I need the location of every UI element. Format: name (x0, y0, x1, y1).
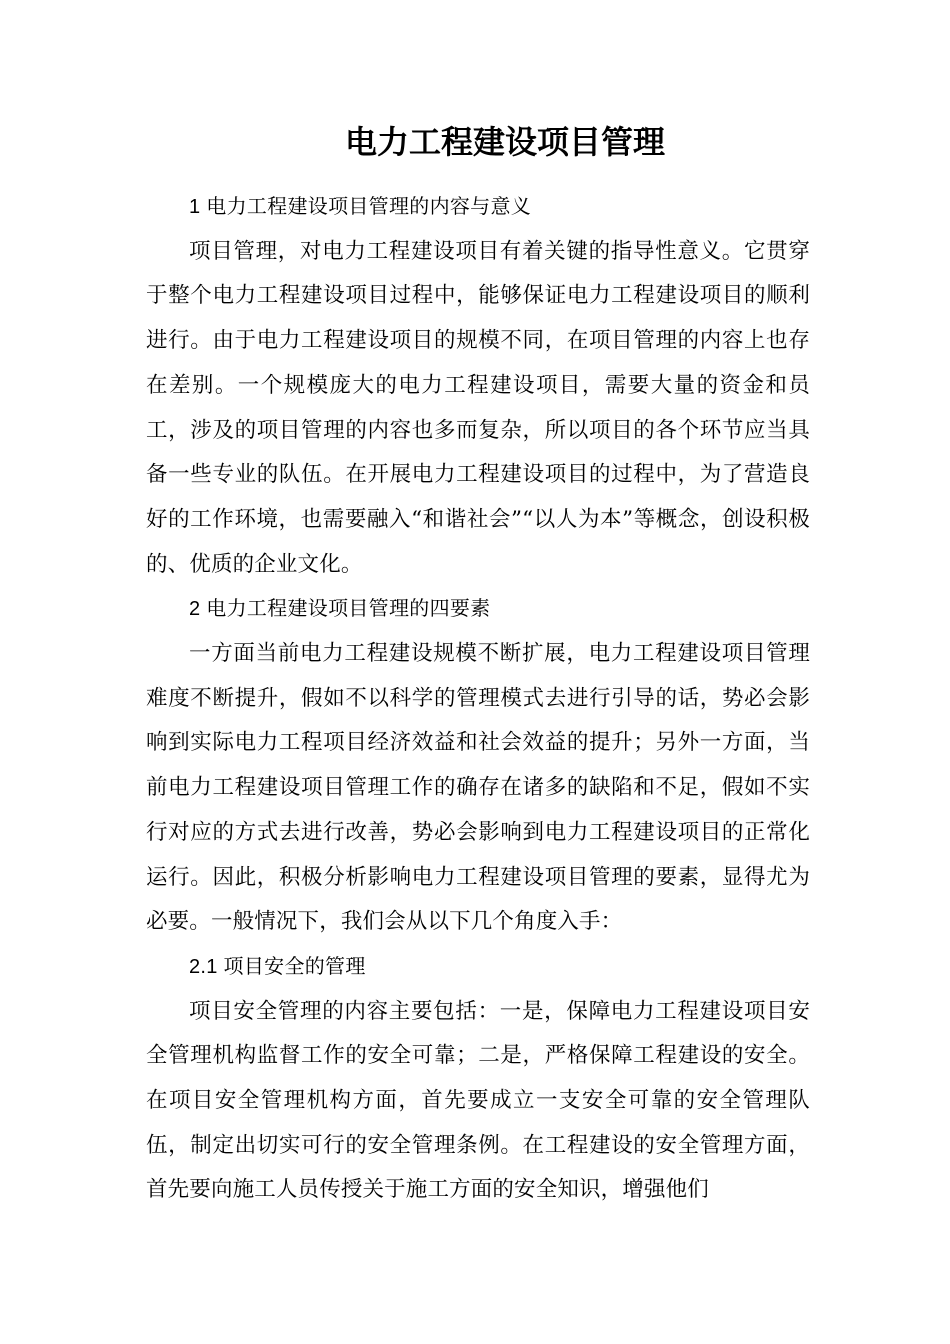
document-title: 电力工程建设项目管理 (344, 123, 665, 161)
section-heading-2-1: 2.1 项目安全的管理 (189, 955, 366, 978)
section-paragraph-2-1: 项目安全管理的内容主要包括：一是，保障电力工程建设项目安全管理机构监督工作的安全可靠；二是，严格保障工程建设的安全。在项目安全管理机构方面，首先要成立一支安全可靠的安全管理队伍，制定出切实可行的安全管理条例。在工程建设的安全管理方面，首先要向施工人员传授关于施工方面的安全知识，增强他们 (146, 998, 810, 1203)
section-heading-2: 2 电力工程建设项目管理的四要素 (189, 598, 491, 621)
section-paragraph-2: 一方面当前电力工程建设规模不断扩展，电力工程建设项目管理难度不断提升，假如不以科学的管理模式去进行引导的话，势必会影响到实际电力工程项目经济效益和社会效益的提升；另外一方面，当前电力工程建设项目管理工作的确存在诸多的缺陷和不足，假如不实行对应的方式去进行改善，势必会影响到电力工程建设项目的正常化运行。因此，积极分析影响电力工程建设项目管理的要素，显得尤为必要。一般情况下，我们会从以下几个角度入手： (146, 641, 810, 935)
document-body (146, 185, 810, 1213)
section-paragraph-1: 项目管理，对电力工程建设项目有着关键的指导性意义。它贯穿于整个电力工程建设项目过程中，能够保证电力工程建设项目的顺利进行。由于电力工程建设项目的规模不同，在项目管理的内容上也存在差别。一个规模庞大的电力工程建设项目，需要大量的资金和员工，涉及的项目管理的内容也多而复杂，所以项目的各个环节应当具备一些专业的队伍。在开展电力工程建设项目的过程中，为了营造良好的工作环境，也需要融入“和谐社会”“以人为本”等概念，创设积极的、优质的企业文化。 (146, 238, 810, 577)
section-heading-1: 1 电力工程建设项目管理的内容与意义 (189, 196, 532, 218)
